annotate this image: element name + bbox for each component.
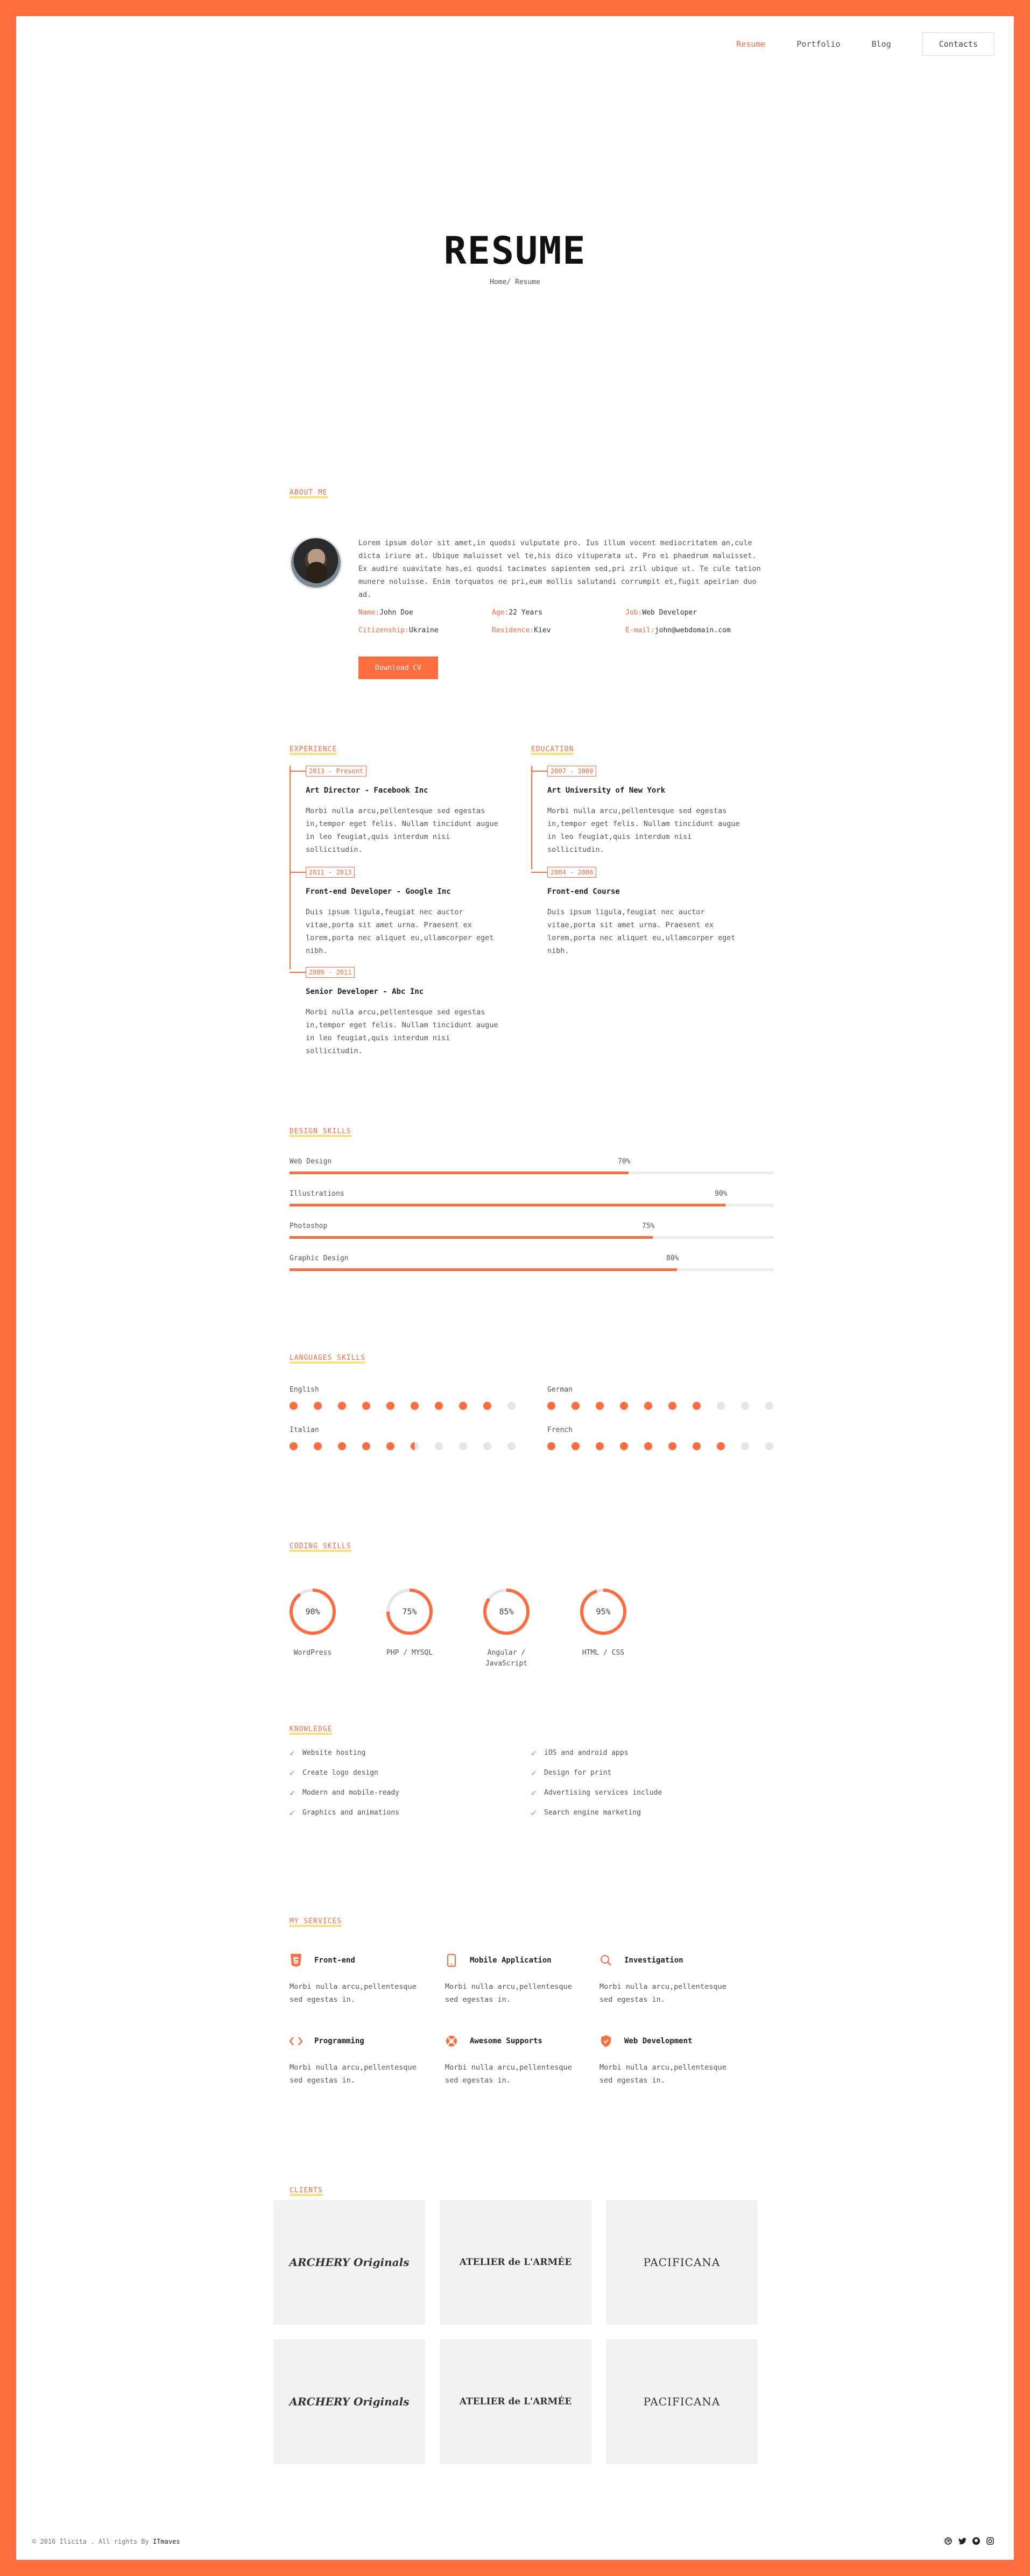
level-dot	[547, 1442, 555, 1450]
check-icon: ✓	[290, 1808, 295, 1818]
skill-track	[290, 1236, 774, 1239]
level-dot	[290, 1442, 298, 1450]
level-dot	[596, 1402, 604, 1410]
info-email: E-mail:john@webdomain.com	[625, 626, 731, 634]
info-citizenship: Citizenship:Ukraine	[358, 626, 439, 634]
client-logo[interactable]: PACIFICANA	[606, 2200, 758, 2325]
check-icon: ✓	[531, 1788, 537, 1798]
ring-percent: 75%	[402, 1607, 417, 1617]
dribbble-icon[interactable]	[944, 2537, 953, 2545]
level-dot	[765, 1442, 773, 1450]
language-name: German	[547, 1386, 573, 1394]
github-icon[interactable]	[972, 2537, 980, 2545]
timeline-date: 2004 - 2006	[547, 867, 596, 878]
skill-name: Graphic Design	[290, 1254, 349, 1262]
instagram-icon[interactable]	[986, 2537, 994, 2545]
service-item: Web Development Morbi nulla arcu,pellentesque sed egestas in.	[599, 2033, 739, 2087]
skill-percent: 75%	[642, 1222, 655, 1230]
level-dot	[338, 1442, 346, 1450]
twitter-icon[interactable]	[958, 2537, 966, 2545]
page-title: RESUME	[443, 229, 587, 273]
level-dot	[765, 1402, 773, 1410]
level-dot	[435, 1402, 443, 1410]
info-residence: Residence:Kiev	[492, 626, 551, 634]
check-icon: ✓	[290, 1768, 295, 1778]
service-item: Front-end Morbi nulla arcu,pellentesque sed egestas in.	[290, 1952, 429, 2006]
timeline-line	[290, 766, 291, 969]
skill-track	[290, 1268, 774, 1271]
hero	[16, 229, 1014, 286]
timeline-date: 2009 - 2011	[306, 967, 355, 978]
knowledge-left	[290, 1743, 399, 1823]
nav-resume[interactable]: Resume	[736, 39, 766, 49]
ring-percent: 95%	[596, 1607, 611, 1617]
level-dot	[668, 1442, 676, 1450]
check-icon: ✓	[290, 1788, 295, 1798]
language-item	[547, 1386, 773, 1410]
services-title: MY SERVICES	[290, 1918, 342, 1927]
list-item: ✓ Search engine marketing	[531, 1808, 641, 1818]
level-dot	[644, 1402, 652, 1410]
timeline-title: Front-end Course	[547, 887, 620, 896]
level-dot	[741, 1402, 749, 1410]
timeline-date: 2013 - Present	[306, 766, 366, 777]
level-dot	[507, 1442, 516, 1450]
level-dot	[362, 1442, 370, 1450]
client-logo[interactable]: ARCHERY Originals	[273, 2339, 425, 2464]
knowledge-right	[531, 1743, 662, 1823]
level-dot	[386, 1402, 394, 1410]
level-dot	[547, 1402, 555, 1410]
check-icon: ✓	[531, 1748, 537, 1758]
timeline-title: Senior Developer - Abc Inc	[306, 987, 424, 996]
timeline-date: 2007 - 2009	[547, 766, 596, 777]
level-dot	[741, 1442, 749, 1450]
experience-title: EXPERIENCE	[290, 746, 337, 755]
skill-name: Web Design	[290, 1158, 332, 1166]
check-icon: ✓	[290, 1748, 295, 1758]
level-dot	[693, 1402, 701, 1410]
skill-name: Photoshop	[290, 1222, 328, 1230]
level-dot	[411, 1402, 419, 1410]
coding-label: Angular / JavaScript	[485, 1649, 528, 1668]
timeline-desc: Morbi nulla arcu,pellentesque sed egestas in,tempor eget felis. Nullam tincidunt augue in leo feugiat,quis interdum nisi sollicitudin.	[306, 1008, 498, 1055]
language-dots	[547, 1402, 773, 1410]
timeline-line	[531, 766, 532, 869]
level-dot	[717, 1442, 725, 1450]
level-dot	[596, 1442, 604, 1450]
level-dot	[411, 1442, 419, 1450]
ring-percent: 90%	[305, 1607, 320, 1617]
level-dot	[362, 1402, 370, 1410]
check-icon: ✓	[531, 1768, 537, 1778]
level-dot	[572, 1402, 580, 1410]
level-dot	[338, 1402, 346, 1410]
info-job: Job:Web Developer	[625, 609, 697, 617]
level-dot	[483, 1402, 491, 1410]
progress-ring	[482, 1587, 531, 1636]
coding-skill	[474, 1587, 539, 1669]
coding-label: HTML / CSS	[582, 1649, 625, 1657]
level-dot	[290, 1402, 298, 1410]
list-item: ✓ Design for print	[531, 1768, 612, 1778]
footer: © 2016 Ilicita . All rights By ITmaves	[32, 2538, 180, 2545]
service-item: Programming Morbi nulla arcu,pellentesque sed egestas in.	[290, 2033, 429, 2087]
level-dot	[620, 1442, 628, 1450]
progress-ring	[288, 1587, 337, 1636]
skill-percent: 90%	[715, 1190, 728, 1198]
timeline-date: 2011 - 2013	[306, 867, 355, 878]
client-logo[interactable]: ARCHERY Originals	[273, 2200, 425, 2325]
search-icon	[599, 1954, 612, 1967]
check-icon: ✓	[531, 1808, 537, 1818]
timeline-desc: Morbi nulla arcu,pellentesque sed egestas in,tempor eget felis. Nullam tincidunt augue in leo feugiat,quis interdum nisi sollicitudin.	[306, 807, 498, 854]
languages-title: LANGUAGES SKILLS	[290, 1355, 365, 1364]
language-name: Italian	[290, 1426, 319, 1434]
timeline-desc: Morbi nulla arcu,pellentesque sed egestas in,tempor eget felis. Nullam tincidunt augue in leo feugiat,quis interdum nisi sollicitudin.	[547, 807, 740, 854]
clients-title: CLIENTS	[290, 2187, 323, 2196]
language-dots	[290, 1442, 516, 1450]
level-dot	[435, 1442, 443, 1450]
social-links	[944, 2537, 994, 2545]
skill-fill	[290, 1171, 629, 1174]
skill-percent: 70%	[618, 1158, 631, 1166]
timeline-title: Art Director - Facebook Inc	[306, 786, 428, 795]
info-name: Name:John Doe	[358, 609, 413, 617]
skill-percent: 80%	[666, 1254, 679, 1262]
coding-title: CODING SKILLS	[290, 1543, 351, 1552]
client-logo[interactable]: ATELIER de L'ARMÉE	[440, 2339, 591, 2464]
service-item: Investigation Morbi nulla arcu,pellentesque sed egestas in.	[599, 1952, 739, 2006]
language-item	[290, 1386, 516, 1410]
service-item: Awesome Supports Morbi nulla arcu,pellentesque sed egestas in.	[445, 2033, 585, 2087]
skill-track	[290, 1204, 774, 1206]
level-dot	[668, 1402, 676, 1410]
language-dots	[547, 1442, 773, 1450]
education-title: EDUCATION	[531, 746, 574, 755]
level-dot	[459, 1402, 467, 1410]
shield-icon	[599, 2035, 612, 2048]
level-dot	[507, 1402, 516, 1410]
nav-portfolio[interactable]: Portfolio	[796, 39, 841, 49]
list-item: ✓ Website hosting	[290, 1748, 366, 1758]
level-dot	[314, 1442, 322, 1450]
coding-skill	[571, 1587, 636, 1658]
skill-track	[290, 1171, 774, 1174]
timeline-title: Art University of New York	[547, 786, 666, 795]
progress-ring	[385, 1587, 434, 1636]
avatar	[290, 537, 342, 589]
level-dot	[644, 1442, 652, 1450]
timeline-desc: Duis ipsum ligula,feugiat nec auctor vitae,porta sit amet urna. Praesent ex lorem,porta nec aliquet eu,ullamcorper eget nibh.	[306, 908, 494, 955]
timeline-desc: Duis ipsum ligula,feugiat nec auctor vitae,porta sit amet urna. Praesent ex lorem,porta nec aliquet eu,ullamcorper eget nibh.	[547, 908, 736, 955]
list-item: ✓ Advertising services include	[531, 1788, 662, 1798]
list-item: ✓ Graphics and animations	[290, 1808, 400, 1818]
list-item: ✓ iOS and android apps	[531, 1748, 629, 1758]
timeline-title: Front-end Developer - Google Inc	[306, 887, 451, 896]
client-logo[interactable]: PACIFICANA	[606, 2339, 758, 2464]
language-item	[290, 1426, 516, 1450]
skill-name: Illustrations	[290, 1190, 344, 1198]
level-dot	[314, 1402, 322, 1410]
list-item: ✓ Modern and mobile-ready	[290, 1788, 400, 1798]
top-nav	[736, 32, 994, 56]
level-dot	[620, 1402, 628, 1410]
client-logo[interactable]: ATELIER de L'ARMÉE	[440, 2200, 591, 2325]
level-dot	[459, 1442, 467, 1450]
language-name: French	[547, 1426, 573, 1434]
breadcrumb[interactable]: Home/ Resume	[490, 278, 540, 286]
level-dot	[483, 1442, 491, 1450]
level-dot	[386, 1442, 394, 1450]
level-dot	[572, 1442, 580, 1450]
list-item: ✓ Create logo design	[290, 1768, 378, 1778]
code-icon	[290, 2035, 302, 2048]
level-dot	[717, 1402, 725, 1410]
about-title: ABOUT ME	[290, 490, 328, 498]
progress-ring	[579, 1587, 627, 1636]
language-item	[547, 1426, 773, 1450]
knowledge-title: KNOWLEDGE	[290, 1726, 332, 1735]
ring-percent: 85%	[499, 1607, 514, 1617]
info-age: Age:22 Years	[492, 609, 542, 617]
coding-label: PHP / MYSQL	[386, 1649, 433, 1657]
html5-icon	[290, 1954, 302, 1967]
language-dots	[290, 1402, 516, 1410]
coding-label: WordPress	[293, 1649, 332, 1657]
page-frame	[16, 16, 1014, 2560]
mobile-icon	[445, 1954, 458, 1967]
skill-fill	[290, 1204, 725, 1206]
lifebuoy-icon	[445, 2035, 458, 2048]
nav-blog[interactable]: Blog	[871, 39, 891, 49]
about-info	[358, 609, 762, 634]
service-item: Mobile Application Morbi nulla arcu,pellentesque sed egestas in.	[445, 1952, 585, 2006]
footer-brand[interactable]: ITmaves	[152, 2538, 180, 2545]
level-dot	[693, 1442, 701, 1450]
coding-skill	[280, 1587, 345, 1658]
about-text: Lorem ipsum dolor sit amet,in quodsi vulputate pro. Ius illum vocent mediocritatem an,cule dicta iriure at. Ubique maluisset vel te,his dico vituperata ut. Pro ei phaedrum maluisset. Ex audire suavitate has,ei quodsi tacimates sapientem sed,pri zril ubique ut. Te cule tation munere noluisse. Enim torquatos ne pri,eum mollis salutandi corrumpit et,fugit apeirian duo ad.	[358, 539, 761, 599]
contacts-button[interactable]: Contacts	[922, 32, 994, 56]
download-cv-button[interactable]: Download CV	[358, 657, 438, 679]
skill-fill	[290, 1236, 653, 1239]
coding-skill	[377, 1587, 442, 1658]
language-name: English	[290, 1386, 319, 1394]
skill-fill	[290, 1268, 677, 1271]
design-skills-title: DESIGN SKILLS	[290, 1128, 351, 1137]
